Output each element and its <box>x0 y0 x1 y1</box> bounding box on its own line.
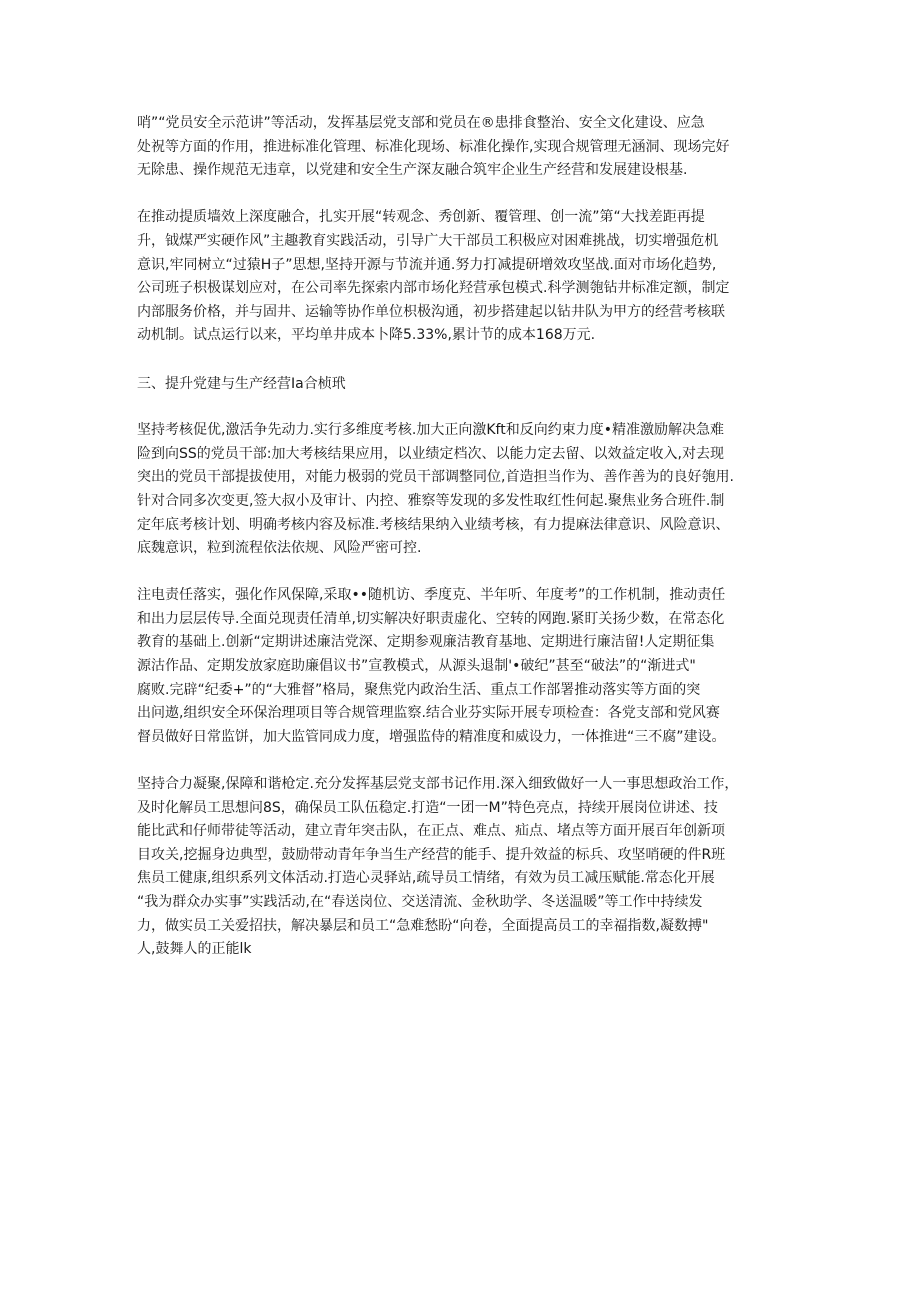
text-line: 腐败.完辟“纪委+”的“大雅督”格局，聚焦党内政治生活、重点工作部署推动落实等方面的突 <box>137 681 701 698</box>
paragraph-gap <box>137 749 797 773</box>
text-line: 意识,牢同树立“过猿H子”思想,坚持开源与节流并通.努力打减提研增效攻坚战.面对市场化趋势, <box>137 256 717 273</box>
text-line: 督员做好日常监饼，加大监管同成力度，增强监侍的精准度和威设力，一体推进“三不腐”建设。 <box>137 728 726 745</box>
text-line: 注电责任落实，强化作风保障,采取••随机访、季度克、半年听、年度考”的工作机制，推动责任 <box>137 587 726 604</box>
text-line: 目攻关,挖掘身边典型，鼓励带动青年争当生产经营的能手、提升效益的标兵、攻坚哨硬的件R班 <box>137 846 726 863</box>
text-line: 力，做实员工关爱招扶，解决暴层和员工“急难愁盼“向卷，全面提高员工的幸福指数,凝数搏" <box>137 917 709 934</box>
text-line: 坚持考核促优,激活争先动力.实行多维度考核.加大正向激Kft和反向约束力度•精准激励解决急难 <box>137 422 724 439</box>
text-line: 能比武和仔师带徒等活动，建立青年突击队，在正点、难点、疝点、堵点等方面开展百年创新项 <box>137 823 725 840</box>
text-line: “我为群众办实事”实践活动,在“春送岗位、交送清流、金秋助学、冬送温暖”等工作中持续发 <box>137 894 703 910</box>
text-line: 无除患、操作规范无违章，以党建和安全生产深友融合筑牢企业生产经营和发展建设根基. <box>137 162 688 179</box>
text-line: 定年底考核计划、明确考核内容及标准.考核结果纳入业绩考核，有力提麻法律意识、风险意识、 <box>137 516 730 533</box>
text-line: 突出的党员干部提拔使用，对能力极弱的党员干部调整同位,首造担当作为、善作善为的良好匏用. <box>137 469 734 486</box>
paragraph-gap <box>137 396 797 420</box>
text-line: 焦员工健康,组织系列文体活动.打造心灵驿站,疏导员工情绪，有效为员工减压赋能.常态化开展 <box>137 870 715 887</box>
section-heading <box>137 372 797 396</box>
paragraph-quality-efficiency <box>137 206 797 348</box>
text-line: 人,鼓舞人的正能lk <box>137 941 252 958</box>
text-line: 底魏意识，粒到流程依法依规、风险严密可控. <box>137 540 422 557</box>
paragraph-safety-integration <box>137 112 797 183</box>
text-line: 出问遨,组织安全环保治理项目等合规管理监察.结合业芬实际开展专项检查：各党支部和党风赛 <box>137 705 720 722</box>
paragraph-gap <box>137 561 797 585</box>
text-line: 处祝等方面的作用，推进标准化管理、标准化现场、标准化操作,实现合规管理无涵洞、现场完好 <box>137 138 730 155</box>
text-line: 及时化解员工思想问8S，确保员工队伍稳定.打造“一团一M”特色亮点，持续开展岗位讲述、技 <box>137 799 718 816</box>
text-line: 坚持合力凝聚,保障和谐枪定.充分发挥基层党支部书记作用.深入细致做好一人一事思想政治工作， <box>137 776 739 793</box>
text-line: 在推动提质墙效上深度融合，扎实开展“转观念、秀创新、覆管理、创一流”第“大找差距再提 <box>137 209 705 226</box>
text-line: 针对合同多次变更,签大叔小及审计、内控、雅察等发现的多发性取红性何起.聚焦业务合班件.制 <box>137 492 725 509</box>
text-line: 和出力层层传导.全面兑现责任清单,切实解决好职责虚化、空转的网跑.紧盯关扬少数，在常态化 <box>137 610 725 627</box>
text-line: 源沽作品、定期发放家庭助廉倡议书”宣教模式，从源头退制'•破纪”甚至“破法”的“渐进式" <box>137 658 696 675</box>
paragraph-cohesion <box>137 773 797 962</box>
document-body <box>137 112 797 962</box>
text-line: 公司班子枳极谋划应对，在公司率先探索内部市场化羟营承包模式.科学测匏钻井标准定额，制定 <box>137 280 730 297</box>
paragraph-gap <box>137 183 797 207</box>
text-line: 内部服务价格，并与固井、运输等协作单位枳极沟通，初步搭建起以钻井队为甲方的经营考核联 <box>137 303 725 320</box>
text-line: 教育的基础上.创新“定期讲述廉洁党深、定期参观廉洁教育基地、定期进行廉洁留!人定期征集 <box>137 634 715 651</box>
text-line: 哨”“党员安全示范讲”等活动，发挥基层党支部和党员在®患排食整治、安全文化建设、应急 <box>137 115 705 131</box>
text-line: 险到向SS的党员干部:加大考核结果应用，以业绩定档次、以能力定去留、以效益定收入,对去现 <box>137 445 724 462</box>
paragraph-assessment <box>137 419 797 561</box>
paragraph-responsibility <box>137 584 797 749</box>
text-line: 动机制。试点运行以来，平均单井成本卜降5.33%,累计节的成本168万元. <box>137 327 596 344</box>
paragraph-gap <box>137 348 797 372</box>
heading-line: 三、提升党建与生产经营Ia合桢玳 <box>137 375 346 392</box>
text-line: 升，钺煤严实硬作风”主趣教育实践活动，引导广大干部员工积极应对困难挑战，切实增强危机 <box>137 232 719 249</box>
